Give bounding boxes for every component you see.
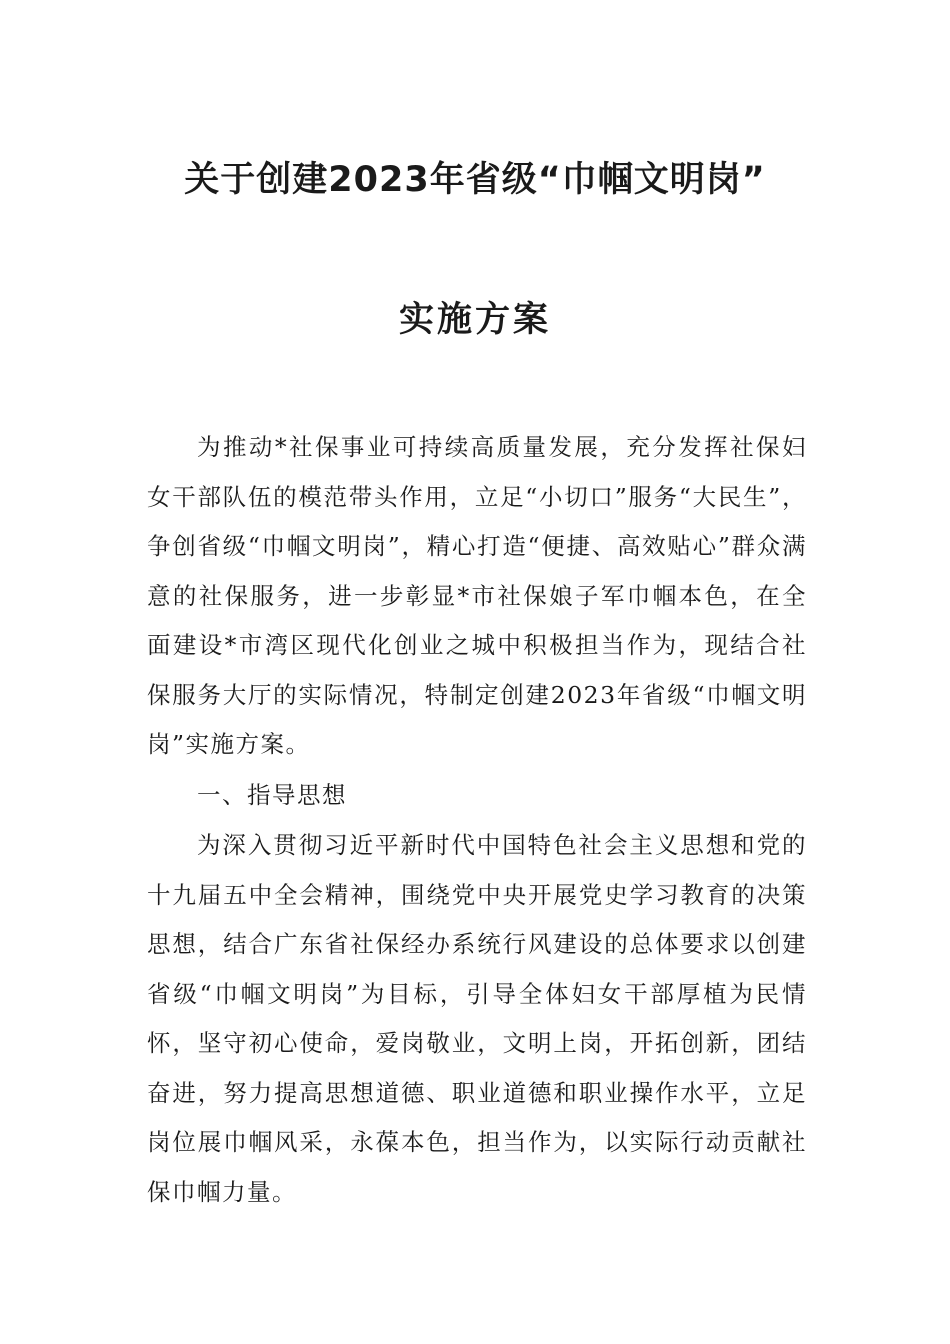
document-title-line-1: 关于创建2023年省级“巾帼文明岗”	[184, 160, 766, 200]
intro-paragraph: 为推动*社保事业可持续高质量发展，充分发挥社保妇女干部队伍的模范带头作用，立足“小切口”服务“大民生”，争创省级“巾帼文明岗”，精心打造“便捷、高效贴心”群众满意的社保服务，进一步彰显*市社保娘子军巾帼本色，在全面建设*市湾区现代化创业之城中积极担当作为，现结合社保服务大厅的实际情况，特制定创建2023年省级“巾帼文明岗”实施方案。	[147, 433, 807, 758]
document-title-line-2: 实施方案	[398, 300, 551, 340]
section-heading-guiding-ideology: 一、指导思想	[197, 781, 347, 809]
guiding-ideology-paragraph: 为深入贯彻习近平新时代中国特色社会主义思想和党的十九届五中全会精神，围绕党中央开展党史学习教育的决策思想，结合广东省社保经办系统行风建设的总体要求以创建省级“巾帼文明岗”为目标，引导全体妇女干部厚植为民情怀，坚守初心使命，爱岗敬业，文明上岗，开拓创新，团结奋进，努力提高思想道德、职业道德和职业操作水平，立足岗位展巾帼风采，永葆本色，担当作为，以实际行动贡献社保巾帼力量。	[147, 831, 807, 1206]
